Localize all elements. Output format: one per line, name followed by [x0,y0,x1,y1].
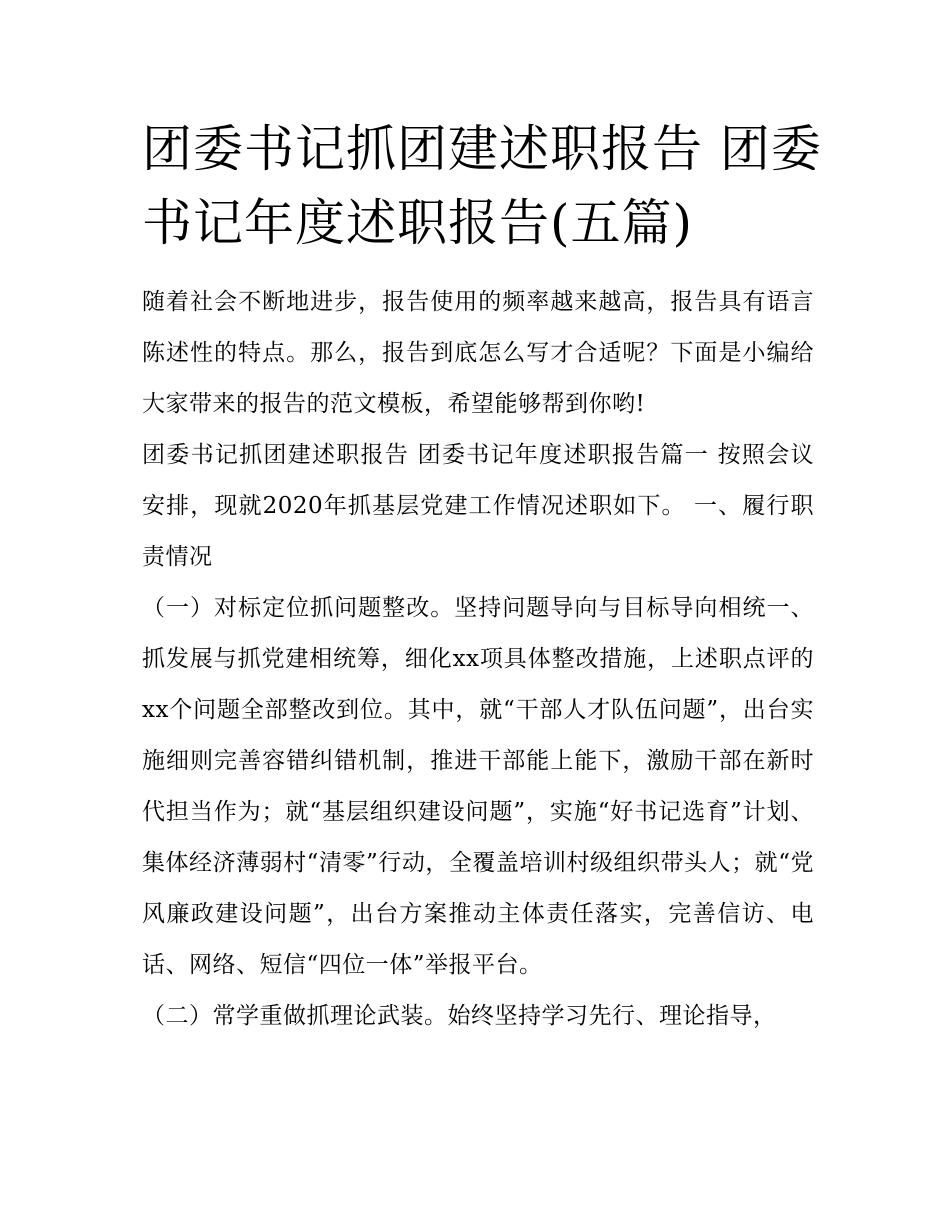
item-two-paragraph: （二）常学重做抓理论武装。始终坚持学习先行、理论指导， [142,1003,777,1029]
item-one-paragraph: （一）对标定位抓问题整改。坚持问题导向与目标导向相统一、抓发展与抓党建相统筹，细化xx项具体整改措施，上述职点评的xx个问题全部整改到位。其中，就“干部人才队伍问题”，出台实施细则完善容错纠错机制，推进干部能上能下，激励干部在新时代担当作为；就“基层组织建设问题”，实施“好书记选育”计划、集体经济薄弱村“清零”行动，全覆盖培训村级组织带头人；就“党风廉政建设问题”，出台方案推动主体责任落实，完善信访、电话、网络、短信“四位一体”举报平台。 [142,595,814,978]
document-title: 团委书记抓团建述职报告 团委书记年度述职报告(五篇) [142,120,822,252]
intro-paragraph: 随着社会不断地进步，报告使用的频率越来越高，报告具有语言陈述性的特点。那么，报告到底怎么写才合适呢？下面是小编给大家带来的报告的范文模板，希望能够帮到你哟! [142,289,814,417]
section-heading-paragraph: 团委书记抓团建述职报告 团委书记年度述职报告篇一 按照会议安排，现就2020年抓基层党建工作情况述职如下。 一、履行职责情况 [142,442,814,570]
document-body [142,277,814,1042]
